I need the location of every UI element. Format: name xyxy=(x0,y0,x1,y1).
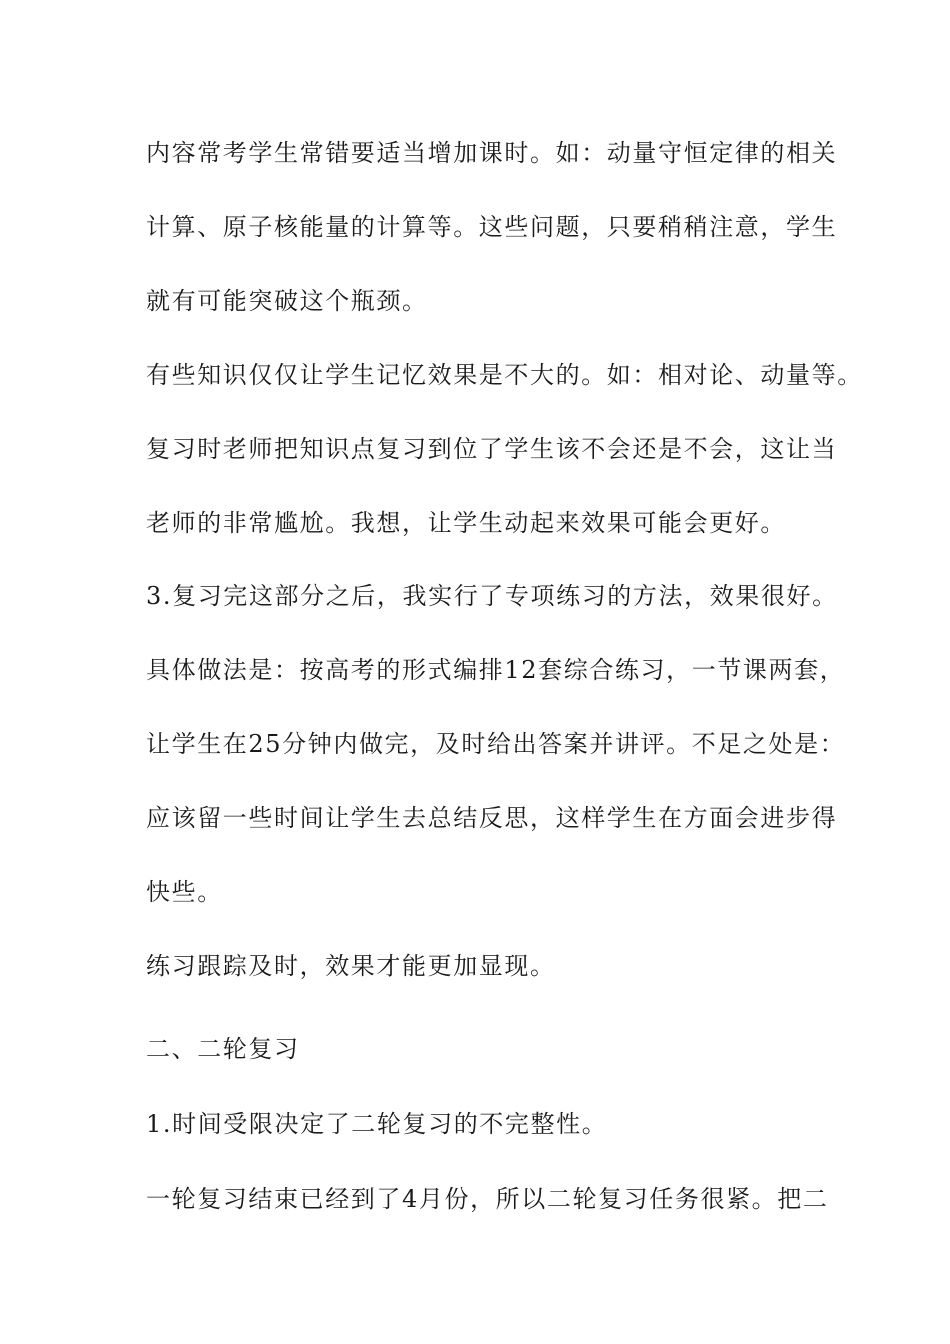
text-line: 内容常考学生常错要适当增加课时。如：动量守恒定律的相关 xyxy=(146,139,838,167)
text-line: 复习时老师把知识点复习到位了学生该不会还是不会，这让当 xyxy=(146,435,838,463)
text-line: 应该留一些时间让学生去总结反思，这样学生在方面会进步得 xyxy=(146,804,838,832)
text-line: 老师的非常尴尬。我想，让学生动起来效果可能会更好。 xyxy=(146,509,786,537)
text-line: 3.复习完这部分之后，我实行了专项练习的方法，效果很好。 xyxy=(146,582,838,610)
text-line: 让学生在25分钟内做完，及时给出答案并讲评。不足之处是： xyxy=(146,730,846,758)
section-heading: 二、二轮复习 xyxy=(146,1035,300,1063)
text-line: 练习跟踪及时，效果才能更加显现。 xyxy=(146,952,556,980)
text-line: 具体做法是：按高考的形式编排12套综合练习，一节课两套， xyxy=(146,656,846,684)
text-line: 1.时间受限决定了二轮复习的不完整性。 xyxy=(146,1110,608,1138)
text-line: 有些知识仅仅让学生记忆效果是不大的。如：相对论、动量等。 xyxy=(146,361,863,389)
text-line: 就有可能突破这个瓶颈。 xyxy=(146,287,428,315)
text-line: 一轮复习结束已经到了4月份，所以二轮复习任务很紧。把二 xyxy=(146,1185,829,1213)
text-line: 计算、原子核能量的计算等。这些问题，只要稍稍注意，学生 xyxy=(146,213,838,241)
text-line: 快些。 xyxy=(146,878,223,906)
